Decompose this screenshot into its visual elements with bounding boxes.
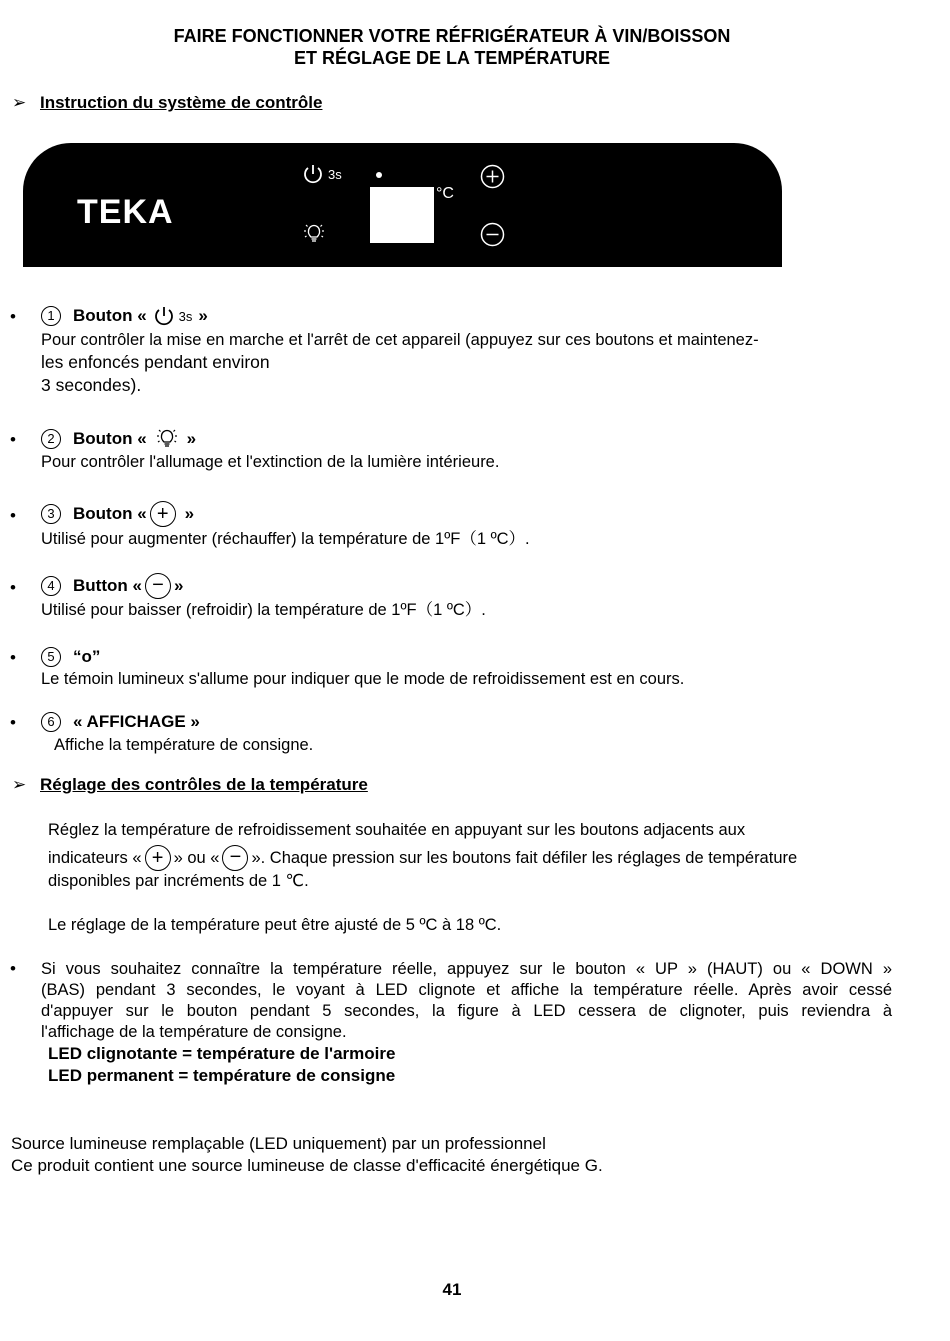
hold-duration-label: 3s — [178, 308, 193, 324]
minus-button-icon — [480, 222, 505, 247]
section-heading-text: Instruction du système de contrôle — [40, 93, 323, 112]
plus-icon: + — [150, 501, 176, 527]
page-title-line2: ET RÉGLAGE DE LA TEMPÉRATURE — [293, 48, 610, 68]
bullet-para-line3: d'appuyer sur le bouton pendant 5 secondes, la figure à LED cessera de clignoter, puis reviendra à — [41, 1002, 892, 1020]
cooling-indicator-dot — [376, 172, 382, 178]
item-label-close: » — [173, 576, 184, 595]
led-blink-note: LED clignotante = température de l'armoire — [48, 1044, 396, 1063]
item-5-heading — [41, 645, 100, 669]
item-6-heading — [41, 710, 200, 734]
plus-button-icon — [480, 164, 505, 189]
bullet-dot: • — [10, 506, 16, 525]
section-heading-text: Réglage des contrôles de la température — [40, 775, 368, 794]
para1-line2 — [48, 845, 797, 871]
item-2-desc: Pour contrôler l'allumage et l'extinction de la lumière intérieure. — [41, 453, 500, 471]
item-label-close: » — [186, 429, 197, 448]
item-4-heading — [41, 573, 183, 599]
bullet-dot: • — [10, 430, 16, 449]
item-1-heading — [41, 304, 208, 328]
item-number: 1 — [41, 306, 61, 326]
item-number: 6 — [41, 712, 61, 732]
item-label: Button « — [73, 576, 142, 595]
footer-line2: Ce produit contient une source lumineuse de classe d'efficacité énergétique G. — [11, 1156, 603, 1175]
item-desc-text: Pour contrôler la mise en marche et l'arrêt de cet appareil (appuyez sur ces boutons et maintenez- — [41, 331, 759, 349]
section-heading-temperature — [12, 775, 368, 795]
bullet-dot: • — [10, 713, 16, 732]
bullet-dot: • — [10, 959, 16, 978]
item-number: 2 — [41, 429, 61, 449]
para1-line1: Réglez la température de refroidissement souhaitée en appuyant sur les boutons adjacents aux — [48, 821, 746, 839]
item-label: “o” — [73, 647, 101, 666]
arrow-bullet-icon: ➢ — [12, 93, 27, 112]
item-label: Bouton « — [73, 429, 147, 448]
bullet-dot: • — [10, 648, 16, 667]
item-4-desc: Utilisé pour baisser (refroidir) la température de 1ºF（1 ºC）. — [41, 601, 486, 619]
unit-label: °C — [436, 185, 454, 202]
item-2-heading — [41, 426, 196, 452]
led-steady-note: LED permanent = température de consigne — [48, 1066, 396, 1085]
item-number: 4 — [41, 576, 61, 596]
light-bulb-icon — [155, 427, 179, 451]
temperature-display — [370, 187, 434, 243]
light-bulb-icon — [302, 222, 326, 246]
bullet-para-line1: Si vous souhaitez connaître la température réelle, appuyez sur le bouton « UP » (HAUT) ou « DOWN » — [41, 960, 892, 978]
item-1-desc-line3: 3 secondes). — [41, 375, 142, 395]
power-hold-label: 3s — [328, 167, 342, 182]
footer-line1: Source lumineuse remplaçable (LED uniquement) par un professionnel — [11, 1134, 546, 1153]
power-icon — [153, 305, 175, 327]
minus-icon: − — [222, 845, 248, 871]
plus-icon: + — [145, 845, 171, 871]
item-5-desc: Le témoin lumineux s'allume pour indiquer que le mode de refroidissement est en cours. — [41, 670, 685, 688]
bullet-para-line2: (BAS) pendant 3 secondes, le voyant à LED clignote et affiche la température réelle. Après avoir cessé — [41, 981, 892, 999]
bullet-dot: • — [10, 307, 16, 326]
minus-icon: − — [145, 573, 171, 599]
power-icon — [302, 163, 324, 185]
bullet-para-line4: l'affichage de la température de consigne. — [41, 1023, 347, 1041]
item-label-close: » — [198, 306, 208, 325]
item-label: « AFFICHAGE » — [73, 712, 200, 731]
section-heading-controls — [12, 93, 322, 113]
item-1-desc-line2: les enfoncés pendant environ — [41, 352, 270, 372]
item-6-desc: Affiche la température de consigne. — [54, 736, 314, 754]
para-text: » ou « — [173, 848, 220, 867]
item-label-close: » — [184, 504, 195, 523]
page-number: 41 — [442, 1280, 462, 1299]
item-number: 5 — [41, 647, 61, 667]
para-text: ». Chaque pression sur les boutons fait défiler les réglages de température — [251, 848, 798, 867]
page-title-line1: FAIRE FONCTIONNER VOTRE RÉFRIGÉRATEUR À VIN/BOISSON — [173, 26, 731, 46]
para2: Le réglage de la température peut être ajusté de 5 ºC à 18 ºC. — [48, 916, 502, 934]
item-3-desc: Utilisé pour augmenter (réchauffer) la température de 1ºF（1 ºC）. — [41, 530, 530, 548]
item-1-desc-line1 — [41, 330, 759, 351]
item-label: Bouton « — [73, 306, 147, 325]
para1-line3: disponibles par incréments de 1 ℃. — [48, 872, 309, 890]
control-panel-illustration — [23, 143, 782, 267]
arrow-bullet-icon: ➢ — [12, 775, 27, 794]
brand-logo: TEKA — [77, 193, 174, 231]
item-label: Bouton « — [73, 504, 147, 523]
para-text: indicateurs « — [48, 848, 142, 867]
bullet-dot: • — [10, 578, 16, 597]
item-3-heading — [41, 501, 194, 527]
item-number: 3 — [41, 504, 61, 524]
